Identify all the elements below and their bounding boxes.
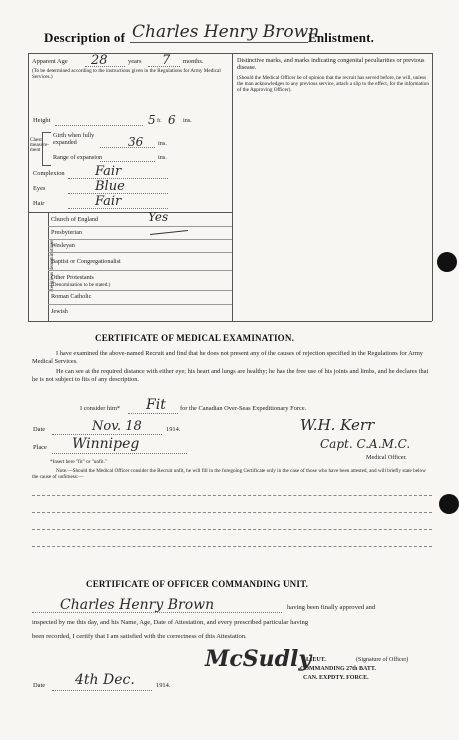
religion-row-4 [48,270,232,271]
religion-roman-catholic: Roman Catholic [51,293,92,300]
medical-officer-label: Medical Officer. [366,454,407,461]
header-description-of: Description of [44,30,126,45]
religion-church-value: Yes [148,210,169,224]
hair-label: Hair [33,200,45,207]
religion-row-2 [48,239,232,240]
box-right [432,53,433,321]
religion-baptist: Baptist or Congregationalist [51,258,121,265]
unfit-line-1 [32,495,432,496]
medical-para-1: I have examined the above-named Recruit and find that he does not present any of the causes of rejection specified in the Regulations for Army Medical Services. [32,350,423,365]
unfit-line-4 [32,546,432,547]
apparent-age-years-label: years [128,58,142,65]
girth-label: Girth when fully expanded [53,132,95,146]
chest-side-label: Chest measure-ment [30,137,50,153]
medical-note: Note.—Should the Medical Officer consider the Recruit unfit, he will fill in the foregoing Certificate only in the case of those who have been attested, and will briefly state below the cause of unfitness:— [32,468,426,480]
box-bottom [28,321,432,322]
distinctive-marks-label: Distinctive marks, and marks indicating congenital peculiarities or previous disease. [237,57,425,71]
commanding-certificate-title: CERTIFICATE OF OFFICER COMMANDING UNIT. [86,579,309,589]
complexion-label: Complexion [33,170,65,177]
punch-hole-bottom [439,494,459,514]
hair-value: Fair [95,194,122,209]
height-unit: ins. [183,117,192,124]
presbyterian-strike [150,230,188,235]
commanding-line-3: been recorded, I certify that I am satisfied with the correctness of this Attestation. [32,633,247,640]
apparent-age-note: (To be determined according to the instructions given in the Regulations for Army Medical Services.) [32,68,221,81]
eyes-value: Blue [95,179,125,194]
girth-value: 36 [128,135,144,149]
commanding-officer-signature: McSudly [205,646,312,672]
complexion-value: Fair [95,164,122,179]
religion-row-5 [48,290,232,291]
consider-value: Fit [146,397,166,413]
commanding-rank-3: CAN. EXPDTY. FORCE. [303,675,369,681]
commanding-date-value: 4th Dec. [75,672,135,688]
medical-year: 1914. [166,426,181,433]
apparent-age-months-value: 7 [162,53,171,68]
commanding-name-line [32,612,282,613]
punch-hole-top [437,252,457,272]
religion-row-6 [48,304,232,305]
religion-top [28,212,232,213]
height-inches-value: 6 [168,113,176,127]
medical-date-label: Date [33,426,46,433]
religion-row-3 [48,252,232,253]
medical-date-line [52,434,162,435]
religion-wesleyan: Wesleyan [51,242,75,249]
height-label: Height [33,117,51,124]
commanding-date-line [52,690,152,691]
apparent-age-label: Apparent Age [32,58,68,65]
consider-label: I consider him* [80,405,121,412]
hair-line [68,208,168,209]
age-years-line [85,66,125,67]
box-top [28,53,432,54]
unfit-line-2 [32,512,432,513]
medical-officer-signature: W.H. Kerr [300,416,375,434]
medical-date-value: Nov. 18 [92,419,142,434]
height-feet-value: 5 [148,113,156,127]
age-months-line [148,66,180,67]
box-left [28,53,29,321]
girth-line [100,147,155,148]
header-enlistment: Enlistment. [308,30,375,45]
commanding-date-label: Date [33,682,46,689]
medical-place-value: Winnipeg [72,436,140,452]
commanding-year: 1914. [156,682,171,689]
unfit-line-3 [32,529,432,530]
chest-bracket [42,132,51,166]
religion-row-1 [48,226,232,227]
header-name-line [130,42,308,43]
religion-other-protestants: Other Protestants [51,274,94,281]
medical-place-label: Place [33,444,47,451]
range-unit: ins. [158,154,167,161]
religion-church-of-england: Church of England [51,216,99,223]
commanding-recruit-name: Charles Henry Brown [60,597,215,613]
religion-jewish: Jewish [51,308,68,315]
apparent-age-years-value: 28 [91,53,108,68]
range-line [100,161,155,162]
medical-para-2: He can see at the required distance with either eye; his heart and lungs are healthy; he has the free use of his joints and limbs, and he declares that he is not subject to fits of any description. [32,368,429,383]
religion-presbyterian: Presbyterian [51,229,82,236]
commanding-signature-note: (Signature of Officer) [356,657,409,663]
box-divider [232,53,233,321]
religion-side-label: Religious denominations. [48,238,55,292]
medical-officer-rank: Capt. C.A.M.C. [320,437,411,451]
range-label: Range of expansion [53,154,103,161]
distinctive-marks-note: (Should the Medical Officer be of opinion that the recruit has served before, he will, unless the man acknowledges to any previous service, attach a slip to the effect, for the information of the Approving Officer). [237,75,429,93]
girth-unit: ins. [158,140,167,147]
attestation-page: Description of Charles Henry Brown Enlistment. Apparent Age 28 years 7 months. (To be determined according to the instructions given in the Regulations for Army Medical Services.) Distinctive marks, and marks indicating congenital peculiarities or previous disease. (Should the Medical Officer be of opinion that the recruit has served before, he will, unless the man acknowledges to any previous service, attach a slip to the effect, for the information of the Approving Officer). Height 5 ft. 6 ins. Chest measure-ment Girth when fully expanded 36 ins. Range of expansion ins. Complexion Fair Eyes Blue Hair Fair Religious denominations. Church of England Yes Presbyterian Wesleyan Baptist or Congregationalist Other Protestants (Denomination to be stated.) Roman Catholic Jewish CERTIFICATE OF MEDICAL EXAMINATION. I have examined the above-named Recruit and find that he does not present any of the causes of rejection specified in the Regulations for Army Medical Services. He can see at the required distance with either eye; his heart and lungs are healthy; he has the free use of his joints and limbs, and he declares that he is not subject to fits of any description. I consider him* Fit for the Canadian Over-Seas Expeditionary Force. Date Nov. 18 1914. W.H. Kerr Place Winnipeg Capt. C.A.M.C. Medical Officer. *Insert here "fit" or "unfit." Note.—Should the Medical Officer consider the Recruit unfit, he will fill in the foregoing Certificate only in the case of those who have been attested, and will briefly state below the cause of unfitness:— CERTIFICATE OF OFFICER COMMANDING UNIT. Charles Henry Brown having been finally approved and inspected by me this day, and his Name, Age, Date of Attestation, and every prescribed particular having been recorded, I certify that I am satisfied with the correctness of this Attestation. McSudly (Signature of Officer) LIEUT. COMMANDING 27th BATT. CAN. EXPDTY. FORCE. Date 4th Dec. 1914. [0,0,459,740]
eyes-label: Eyes [33,185,46,192]
consider-suffix: for the Canadian Over-Seas Expeditionary Force. [180,405,307,412]
commanding-rank-2: COMMANDING 27th BATT. [300,666,376,672]
consider-line [128,413,178,414]
medical-certificate-title: CERTIFICATE OF MEDICAL EXAMINATION. [95,333,295,343]
commanding-rank-1: LIEUT. [306,657,326,663]
religion-other-note: (Denomination to be stated.) [51,282,111,288]
header-recruit-name: Charles Henry Brown [132,22,320,42]
commanding-line-1: having been finally approved and [287,604,376,611]
commanding-line-2: inspected by me this day, and his Name, Age, Date of Attestation, and every prescribed particular having [32,619,309,626]
medical-place-line [52,453,187,454]
medical-footnote: *Insert here "fit" or "unfit." [50,459,108,465]
height-leader [55,125,143,126]
apparent-age-months-label: months. [183,58,204,65]
